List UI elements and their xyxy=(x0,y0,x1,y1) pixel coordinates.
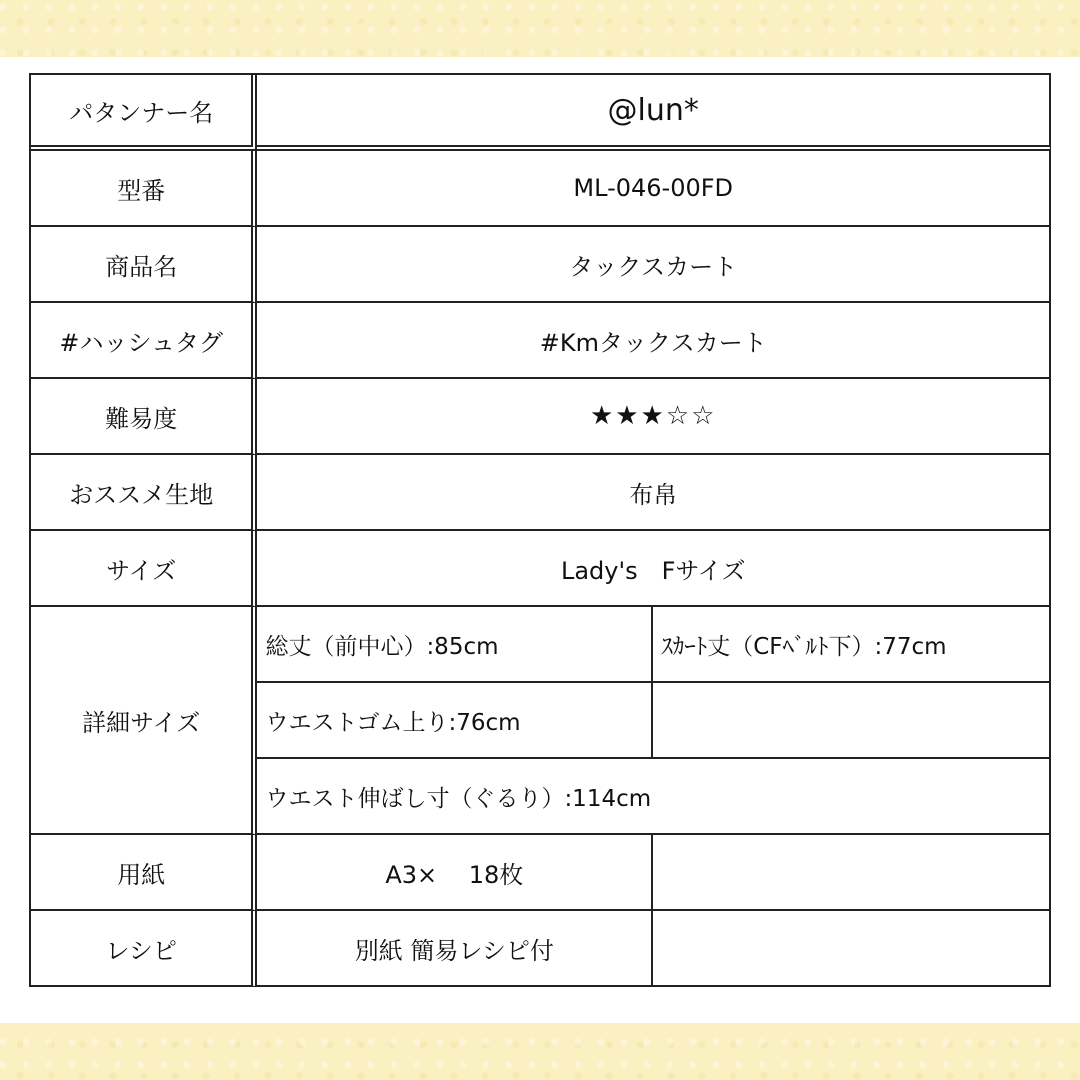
fabric-label: おススメ生地 xyxy=(31,455,257,531)
table-row xyxy=(31,455,1051,531)
table-row xyxy=(31,607,1051,683)
table-row xyxy=(31,75,1051,151)
spec-table xyxy=(29,73,1051,987)
empty-cell xyxy=(653,683,1051,759)
table-row xyxy=(31,379,1051,455)
fabric-value: 布帛 xyxy=(257,455,1051,531)
difficulty-label: 難易度 xyxy=(31,379,257,455)
spec-sheet xyxy=(0,57,1080,1023)
table-row xyxy=(31,303,1051,379)
paper-label: 用紙 xyxy=(31,835,257,911)
size-value: Lady's Fサイズ xyxy=(257,531,1051,607)
product-label: 商品名 xyxy=(31,227,257,303)
hashtag-label: #ハッシュタグ xyxy=(31,303,257,379)
recipe-value: 別紙 簡易レシピ付 xyxy=(257,911,653,987)
waist-rubber-value: ウエストゴム上り:76cm xyxy=(257,683,653,759)
designer-label: パタンナー名 xyxy=(31,75,257,151)
empty-cell xyxy=(653,835,1051,911)
table-row xyxy=(31,835,1051,911)
designer-value: @lun* xyxy=(257,75,1051,151)
recipe-label: レシピ xyxy=(31,911,257,987)
table-row xyxy=(31,531,1051,607)
table-row xyxy=(31,911,1051,987)
model-label: 型番 xyxy=(31,151,257,227)
empty-cell xyxy=(653,911,1051,987)
table-row xyxy=(31,227,1051,303)
hashtag-value: #Kmタックスカート xyxy=(257,303,1051,379)
paper-value: A3× 18枚 xyxy=(257,835,653,911)
total-length-value: 総丈（前中心）:85cm xyxy=(257,607,653,683)
waist-stretch-value: ウエスト伸ばし寸（ぐるり）:114cm xyxy=(257,759,1051,835)
difficulty-stars: ★★★☆☆ xyxy=(257,379,1051,455)
model-value: ML-046-00FD xyxy=(257,151,1051,227)
size-label: サイズ xyxy=(31,531,257,607)
table-row xyxy=(31,151,1051,227)
skirt-length-value: ｽｶｰﾄ丈（CFﾍﾞﾙﾄ下）:77cm xyxy=(653,607,1051,683)
product-value: タックスカート xyxy=(257,227,1051,303)
detail-label: 詳細サイズ xyxy=(31,607,257,835)
